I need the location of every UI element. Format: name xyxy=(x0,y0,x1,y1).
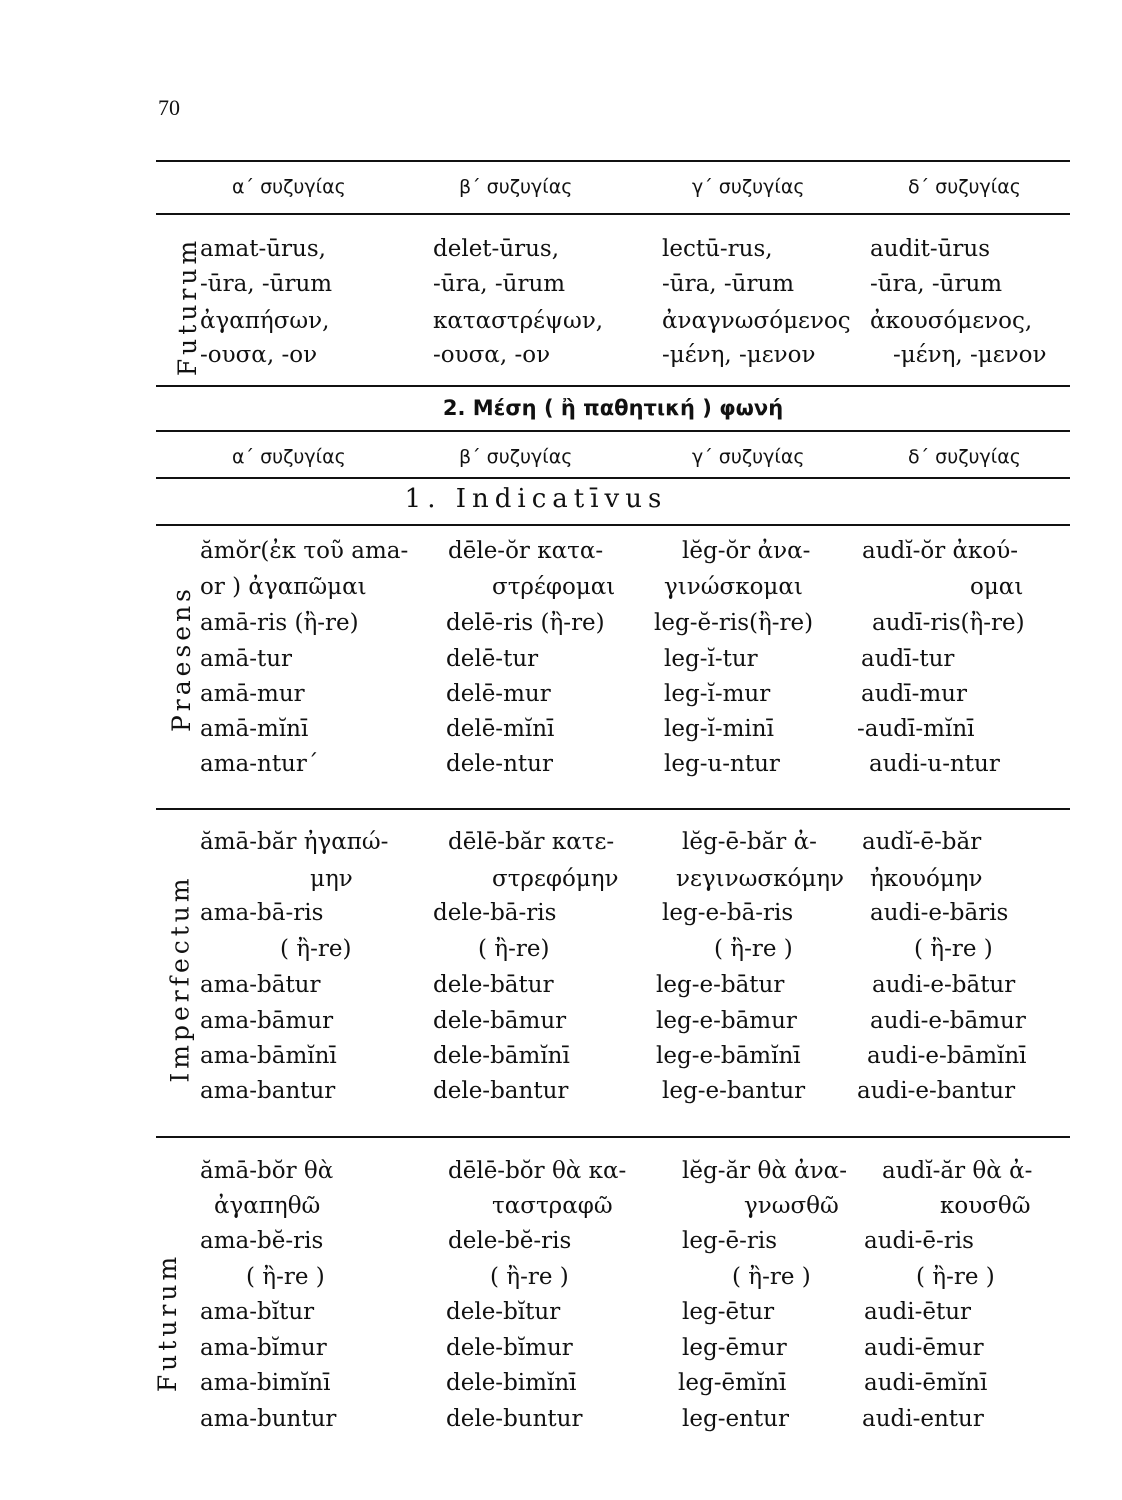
table-cell: ἀναγνωσόμενος xyxy=(662,308,851,334)
table-cell: dēlē-bŏr θὰ κα- xyxy=(448,1158,627,1184)
table-cell: dele-bimĭnī xyxy=(446,1370,577,1396)
table-cell: ama-bĭmur xyxy=(200,1335,327,1361)
table-cell: leg-ĭ-minī xyxy=(664,716,774,742)
table-cell: audi-ēmur xyxy=(864,1335,984,1361)
table-row xyxy=(200,574,1080,610)
table-cell: audi-e-bāris xyxy=(870,900,1009,926)
table-cell: delē-ris (ἢ-re) xyxy=(446,610,605,636)
table-cell: audĭ-ŏr ἀκού- xyxy=(862,538,1019,564)
conj-header-1: α΄ συζυγίας xyxy=(232,176,346,198)
table-cell: lectū-rus, xyxy=(662,236,773,262)
table-row xyxy=(200,1193,1080,1229)
table-row xyxy=(200,1078,1080,1114)
table-cell: leg-ē-ris xyxy=(682,1228,777,1254)
table-cell: ama-bā-ris xyxy=(200,900,324,926)
table-cell: ama-ntur´ xyxy=(200,751,319,777)
table-cell: ἠκουόμην xyxy=(870,866,983,892)
table-cell: -ūra, -ūrum xyxy=(200,271,333,297)
table-cell: delē-tur xyxy=(446,646,539,672)
table-cell: audi-e-bātur xyxy=(872,972,1016,998)
rule xyxy=(156,477,1070,479)
rule xyxy=(156,160,1070,162)
table-row xyxy=(200,972,1080,1008)
table-cell: ( ἢ-re) xyxy=(280,936,352,962)
table-cell: -ūra, -ūrum xyxy=(870,271,1003,297)
table-cell: leg-e-bā-ris xyxy=(662,900,794,926)
page-number: 70 xyxy=(158,95,180,120)
table-cell: lĕg-ăr θὰ ἀνα- xyxy=(682,1158,847,1184)
rule xyxy=(156,430,1070,432)
table-cell: ama-bimĭnī xyxy=(200,1370,331,1396)
table-cell: leg-ēmur xyxy=(682,1335,787,1361)
table-cell: dele-bĕ-ris xyxy=(448,1228,572,1254)
table-cell: dēle-ŏr κατα- xyxy=(448,538,604,564)
table-cell: audī-ris(ἢ-re) xyxy=(872,610,1025,636)
table-row xyxy=(200,681,1080,717)
table-cell: amā-tur xyxy=(200,646,293,672)
conj-header-3: γ΄ συζυγίας xyxy=(692,176,805,198)
table-cell: leg-ēmĭnī xyxy=(678,1370,787,1396)
rule xyxy=(156,213,1070,215)
table-cell: audi-e-bāmĭnī xyxy=(867,1043,1027,1069)
table-cell: ama-bantur xyxy=(200,1078,336,1104)
table-cell: ( ἢ-re) xyxy=(478,936,550,962)
table-cell: amā-mĭnī xyxy=(200,716,309,742)
table-cell: delet-ūrus, xyxy=(433,236,560,262)
table-cell: ( ἢ-re ) xyxy=(732,1264,811,1290)
conj-header-3: γ΄ συζυγίας xyxy=(692,446,805,468)
table-cell: στρέφομαι xyxy=(492,574,616,600)
conj-header-1: α΄ συζυγίας xyxy=(232,446,346,468)
table-cell: leg-entur xyxy=(682,1406,789,1432)
table-cell: audi-ēmĭnī xyxy=(864,1370,988,1396)
conj-header-4: δ΄ συζυγίας xyxy=(908,446,1021,468)
table-cell: dele-buntur xyxy=(446,1406,583,1432)
table-cell: amā-ris (ἢ-re) xyxy=(200,610,359,636)
table-cell: dele-bātur xyxy=(433,972,554,998)
table-row xyxy=(200,1043,1080,1079)
table-row xyxy=(200,1264,1080,1300)
table-cell: -audī-mĭnī xyxy=(857,716,975,742)
tense-label-futurum-passive: Futurum xyxy=(153,1252,183,1393)
table-row xyxy=(200,271,1080,307)
table-cell: ama-bāmur xyxy=(200,1008,334,1034)
table-row xyxy=(200,1406,1080,1442)
table-cell: -ūra, -ūrum xyxy=(433,271,566,297)
table-cell: ἀκουσόμενος, xyxy=(870,308,1033,334)
table-cell: leg-ĕ-ris(ἢ-re) xyxy=(654,610,814,636)
table-cell: ( ἢ-re ) xyxy=(490,1264,569,1290)
table-cell: dele-bā-ris xyxy=(433,900,557,926)
rule xyxy=(156,385,1070,387)
rule xyxy=(156,808,1070,810)
table-cell: ama-bĕ-ris xyxy=(200,1228,324,1254)
table-cell: dele-bāmĭnī xyxy=(433,1043,570,1069)
table-row xyxy=(200,1008,1080,1044)
table-cell: dēlē-băr κατε- xyxy=(448,829,615,855)
table-cell: κουσθῶ xyxy=(940,1193,1031,1219)
table-cell: leg-ĭ-tur xyxy=(664,646,758,672)
table-cell: leg-ētur xyxy=(682,1299,775,1325)
table-cell: lĕg-ŏr ἀνα- xyxy=(682,538,811,564)
table-cell: νεγινωσκόμην xyxy=(676,866,845,892)
table-row xyxy=(200,236,1080,272)
table-cell: ( ἢ-re ) xyxy=(916,1264,995,1290)
table-cell: audi-ētur xyxy=(864,1299,972,1325)
table-cell: ( ἢ-re ) xyxy=(714,936,793,962)
table-cell: μην xyxy=(310,866,353,892)
table-cell: ămā-bŏr θὰ xyxy=(200,1158,334,1184)
table-cell: ama-buntur xyxy=(200,1406,337,1432)
table-cell: ămŏr(ἐκ τοῦ ama- xyxy=(200,538,409,564)
table-cell: audi-e-bāmur xyxy=(870,1008,1026,1034)
conjugation-header-row xyxy=(156,446,1070,476)
table-cell: audi-u-ntur xyxy=(869,751,1000,777)
table-row xyxy=(200,751,1080,787)
table-cell: dele-bantur xyxy=(433,1078,569,1104)
table-cell: delē-mur xyxy=(446,681,551,707)
table-row xyxy=(200,538,1080,574)
table-row xyxy=(200,1370,1080,1406)
conj-header-2: β΄ συζυγίας xyxy=(459,446,573,468)
mood-title: 1. Indicatīvus xyxy=(404,484,668,514)
table-cell: audi-entur xyxy=(862,1406,984,1432)
table-cell: ταστραφῶ xyxy=(492,1193,613,1219)
table-cell: γνωσθῶ xyxy=(744,1193,839,1219)
conj-header-4: δ΄ συζυγίας xyxy=(908,176,1021,198)
table-row xyxy=(200,716,1080,752)
table-cell: audi-ē-ris xyxy=(864,1228,974,1254)
table-cell: καταστρέψων, xyxy=(433,308,604,334)
rule xyxy=(156,524,1070,526)
table-cell: -μένη, -μενον xyxy=(893,342,1047,368)
table-cell: -ουσα, -ον xyxy=(200,342,318,368)
table-cell: ( ἢ-re ) xyxy=(914,936,993,962)
table-cell: ἀγαπηθῶ xyxy=(214,1193,321,1219)
table-row xyxy=(200,342,1080,378)
tense-label-imperfectum: Imperfectum xyxy=(165,874,195,1083)
tense-label-praesens: Praesens xyxy=(167,584,197,733)
table-row xyxy=(200,1228,1080,1264)
table-cell: ămā-băr ἠγαπώ- xyxy=(200,829,389,855)
table-row xyxy=(200,936,1080,972)
table-cell: leg-ĭ-mur xyxy=(664,681,771,707)
tense-label-futurum-active: Futurum xyxy=(173,236,203,377)
table-cell: audi-e-bantur xyxy=(857,1078,1016,1104)
table-cell: audit-ūrus xyxy=(870,236,991,262)
table-cell: ama-bātur xyxy=(200,972,321,998)
table-cell: leg-u-ntur xyxy=(664,751,780,777)
rule xyxy=(156,1136,1070,1138)
table-cell: leg-e-bāmur xyxy=(656,1008,797,1034)
table-cell: audĭ-ăr θὰ ἀ- xyxy=(882,1158,1033,1184)
table-cell: ( ἢ-re ) xyxy=(246,1264,325,1290)
table-cell: lĕg-ē-băr ἀ- xyxy=(682,829,817,855)
table-cell: leg-e-bantur xyxy=(662,1078,806,1104)
table-cell: amat-ūrus, xyxy=(200,236,326,262)
table-row xyxy=(200,1299,1080,1335)
table-cell: στρεφόμην xyxy=(492,866,619,892)
table-row xyxy=(200,646,1080,682)
table-row xyxy=(200,610,1080,646)
section-title: 2. Μέση ( ἢ παθητική ) φωνή xyxy=(442,396,784,420)
table-cell: -ουσα, -ον xyxy=(433,342,551,368)
table-cell: ama-bāmĭnī xyxy=(200,1043,337,1069)
table-cell: leg-e-bātur xyxy=(656,972,785,998)
table-cell: ama-bĭtur xyxy=(200,1299,315,1325)
table-cell: -ūra, -ūrum xyxy=(662,271,795,297)
table-cell: dele-ntur xyxy=(446,751,553,777)
table-cell: dele-bĭmur xyxy=(446,1335,573,1361)
table-cell: audī-mur xyxy=(861,681,967,707)
table-cell: ομαι xyxy=(970,574,1024,600)
table-cell: γινώσκομαι xyxy=(664,574,803,600)
table-cell: or ) ἀγαπῶμαι xyxy=(200,574,367,600)
table-cell: dele-bāmur xyxy=(433,1008,567,1034)
table-row xyxy=(200,308,1080,344)
table-row xyxy=(200,829,1080,865)
table-cell: delē-mĭnī xyxy=(446,716,555,742)
table-cell: amā-mur xyxy=(200,681,305,707)
table-row xyxy=(200,1158,1080,1194)
table-row xyxy=(200,900,1080,936)
conj-header-2: β΄ συζυγίας xyxy=(459,176,573,198)
table-cell: -μένη, -μενον xyxy=(662,342,816,368)
table-cell: audī-tur xyxy=(861,646,955,672)
table-row xyxy=(200,1335,1080,1371)
table-cell: leg-e-bāmĭnī xyxy=(656,1043,801,1069)
table-cell: dele-bĭtur xyxy=(446,1299,561,1325)
conjugation-header-row xyxy=(156,176,1070,206)
table-cell: audĭ-ē-băr xyxy=(862,829,982,855)
table-cell: ἀγαπήσων, xyxy=(200,308,330,334)
table-row xyxy=(200,866,1080,902)
